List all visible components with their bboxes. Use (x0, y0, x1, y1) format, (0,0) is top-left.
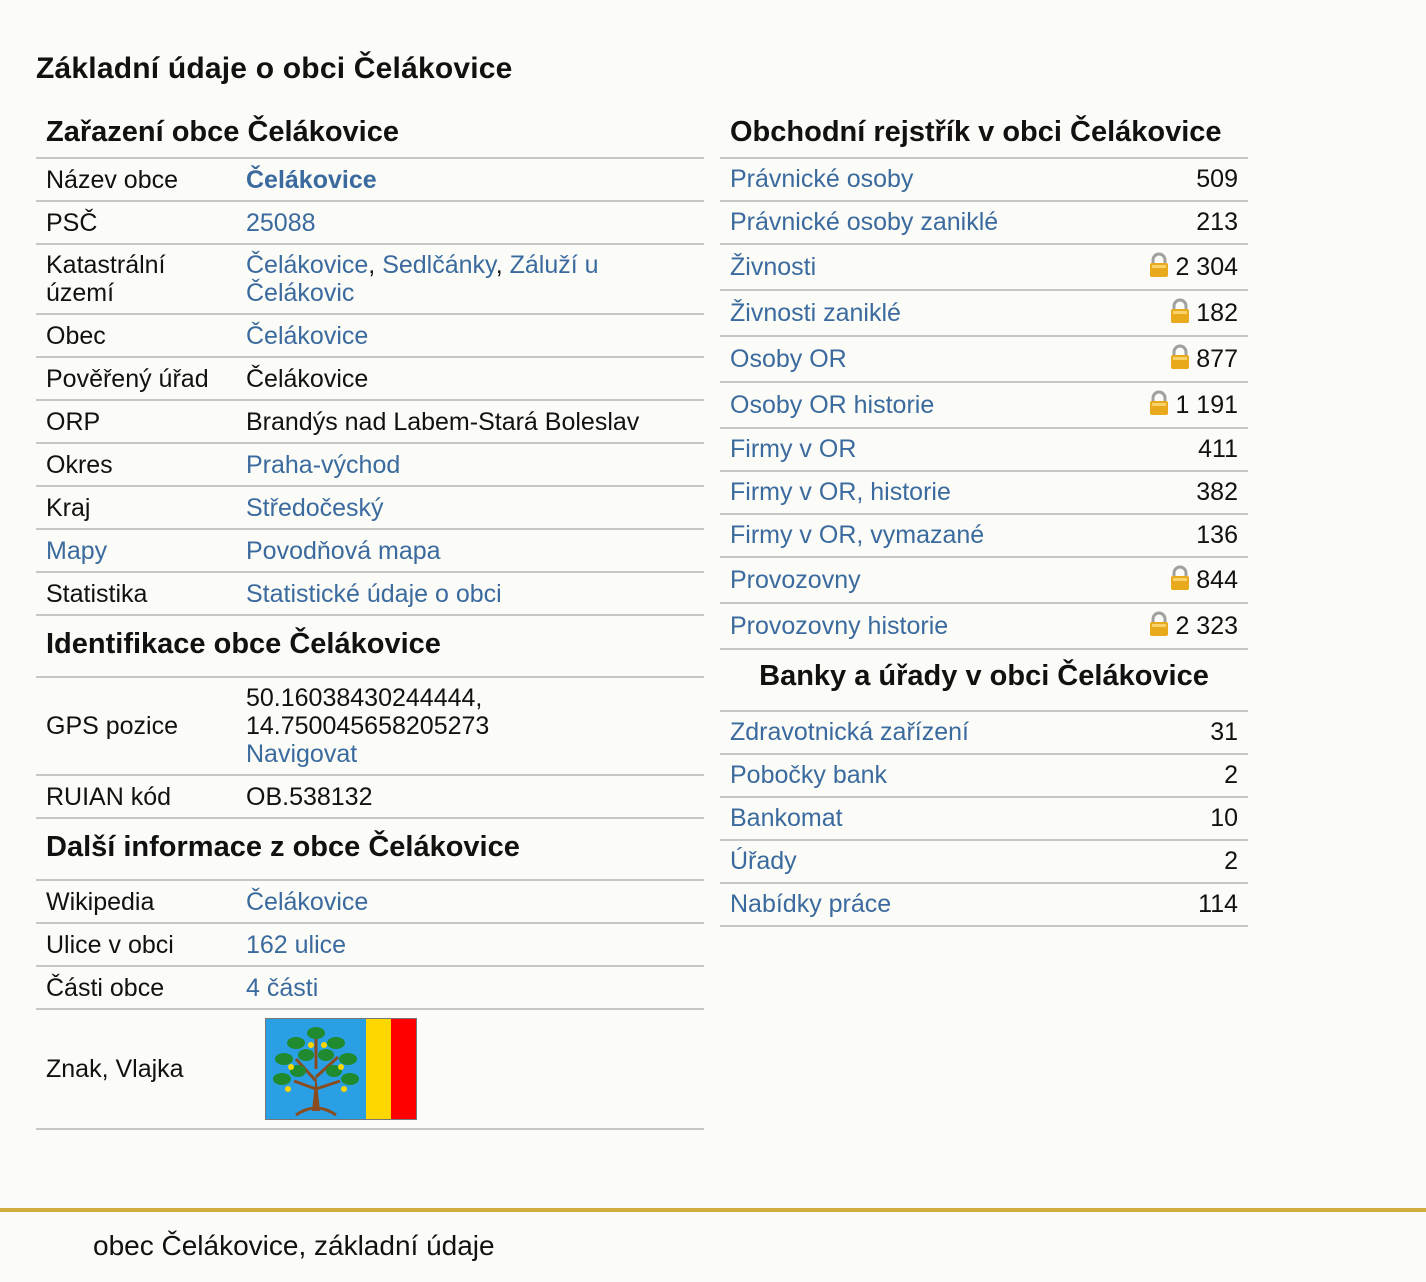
row-okres (36, 444, 704, 487)
navigovat-link[interactable]: Navigovat (246, 740, 358, 768)
banky-row-bankomat (720, 798, 1248, 841)
row-kraj (36, 487, 704, 530)
row-label: Název obce (46, 165, 179, 194)
obchodni-row-osoby-or-historie (720, 383, 1248, 429)
obchodni-row-zivnosti-zanikle (720, 291, 1248, 337)
zivnosti-zanikle-link[interactable]: Živnosti zaniklé (730, 298, 901, 327)
count-value (1196, 521, 1238, 550)
obchodni-row-firmy-v-or-vymazane (720, 515, 1248, 558)
katastr-link-celakovice[interactable]: Čelákovice (246, 251, 369, 279)
pravnicke-osoby-zanikle-link[interactable]: Právnické osoby zaniklé (730, 208, 999, 236)
zivnosti-link[interactable]: Živnosti (730, 252, 817, 281)
obec-link[interactable]: Čelákovice (246, 321, 369, 350)
count-text: 877 (1196, 344, 1238, 373)
statistika-link[interactable]: Statistické údaje o obci (246, 579, 502, 608)
footer-text: obec Čelákovice, základní údaje (93, 1230, 495, 1261)
lock-icon (1170, 565, 1190, 591)
firmy-v-or-historie-link[interactable]: Firmy v OR, historie (730, 478, 951, 506)
kraj-link[interactable]: Středočeský (246, 493, 384, 522)
bankomat-link[interactable]: Bankomat (730, 804, 843, 832)
row-label: Wikipedia (46, 887, 155, 916)
obchodni-section-title: Obchodní rejstřík v obci Čelákovice (720, 108, 1248, 159)
row-psc (36, 202, 704, 245)
banky-row-pobocky-bank (720, 755, 1248, 798)
row-label: GPS pozice (46, 712, 179, 740)
gps-lat: 50.16038430244444, (246, 684, 483, 712)
katastr-link-sedlcanky[interactable]: Sedlčánky (382, 251, 496, 279)
banky-row-nabidky-prace (720, 884, 1248, 927)
zarazeni-section-title: Zařazení obce Čelákovice (36, 108, 704, 159)
row-wikipedia (36, 881, 704, 924)
ulice-link[interactable]: 162 ulice (246, 930, 347, 959)
row-nazev-obce (36, 159, 704, 202)
gps-lon: 14.750045658205273 (246, 712, 490, 740)
row-orp (36, 401, 704, 444)
banky-row-zdravotnicka-zarizeni (720, 712, 1248, 755)
orp-value: Brandýs nad Labem-Stará Boleslav (246, 407, 640, 436)
osoby-or-link[interactable]: Osoby OR (730, 344, 847, 373)
obchodni-row-zivnosti (720, 245, 1248, 291)
lock-icon (1149, 252, 1169, 278)
count-text: 114 (1198, 890, 1238, 918)
count-text: 10 (1210, 804, 1238, 832)
row-label: Znak, Vlajka (46, 1055, 184, 1083)
count-value (1149, 612, 1238, 641)
obchodni-row-firmy-v-or-historie (720, 472, 1248, 515)
count-text: 1 191 (1175, 390, 1238, 419)
count-value (1170, 299, 1238, 328)
count-value (1170, 566, 1238, 595)
banky-section-title: Banky a úřady v obci Čelákovice (720, 650, 1248, 712)
lock-icon (1170, 344, 1190, 370)
identifikace-section-title: Identifikace obce Čelákovice (36, 616, 704, 678)
obchodni-row-osoby-or (720, 337, 1248, 383)
pobocky-bank-link[interactable]: Pobočky bank (730, 761, 888, 789)
wikipedia-link[interactable]: Čelákovice (246, 887, 369, 916)
lock-icon (1149, 390, 1169, 416)
celakovice-flag-image[interactable] (265, 1018, 417, 1120)
count-text: 509 (1196, 165, 1238, 193)
row-label: Ulice v obci (46, 930, 174, 959)
row-label: Katastrální území (46, 251, 166, 307)
psc-link[interactable]: 25088 (246, 208, 316, 237)
count-text: 2 (1224, 761, 1238, 789)
count-text: 182 (1196, 298, 1238, 327)
row-label: PSČ (46, 208, 98, 237)
count-text: 213 (1196, 208, 1238, 236)
povodnova-mapa-link[interactable]: Povodňová mapa (246, 536, 441, 565)
row-label: Okres (46, 450, 113, 479)
count-value (1196, 478, 1238, 507)
dalsi-section-title: Další informace z obce Čelákovice (36, 819, 704, 881)
row-label: Části obce (46, 973, 165, 1002)
count-text: 2 304 (1175, 252, 1238, 281)
separator: , (495, 251, 510, 279)
count-value (1170, 345, 1238, 374)
row-label: ORP (46, 407, 101, 436)
row-znak-vlajka (36, 1010, 704, 1130)
nabidky-prace-link[interactable]: Nabídky práce (730, 890, 892, 918)
count-text: 2 (1224, 847, 1238, 875)
obchodni-row-pravnicke-osoby-zanikle (720, 202, 1248, 245)
casti-link[interactable]: 4 části (246, 973, 319, 1002)
count-value (1149, 253, 1238, 282)
osoby-or-historie-link[interactable]: Osoby OR historie (730, 390, 935, 419)
row-ruian (36, 776, 704, 819)
page-title: Základní údaje o obci Čelákovice (36, 52, 513, 85)
count-text: 844 (1196, 565, 1238, 594)
banky-row-urady (720, 841, 1248, 884)
urady-link[interactable]: Úřady (730, 847, 797, 875)
left-column (36, 108, 704, 1130)
count-value (1198, 435, 1238, 464)
firmy-v-or-vymazane-link[interactable]: Firmy v OR, vymazané (730, 521, 985, 549)
row-label: Obec (46, 321, 106, 350)
mapy-link[interactable]: Mapy (46, 536, 108, 565)
zdravotnicka-zarizeni-link[interactable]: Zdravotnická zařízení (730, 718, 969, 746)
row-label: Pověřený úřad (46, 364, 209, 393)
okres-link[interactable]: Praha-východ (246, 450, 401, 479)
count-value (1196, 165, 1238, 194)
obchodni-row-provozovny (720, 558, 1248, 604)
count-value (1196, 208, 1238, 237)
povereny-urad-value: Čelákovice (246, 364, 369, 393)
firmy-v-or-link[interactable]: Firmy v OR (730, 435, 857, 463)
row-mapy (36, 530, 704, 573)
count-text: 2 323 (1175, 611, 1238, 640)
count-text: 411 (1198, 435, 1238, 463)
obchodni-row-firmy-v-or (720, 429, 1248, 472)
count-value (1149, 391, 1238, 420)
row-statistika (36, 573, 704, 616)
obchodni-row-pravnicke-osoby (720, 159, 1248, 202)
lock-icon (1170, 298, 1190, 324)
row-obec (36, 315, 704, 358)
provozovny-historie-link[interactable]: Provozovny historie (730, 611, 949, 640)
row-label: Statistika (46, 579, 148, 608)
row-label: Kraj (46, 493, 91, 522)
footer-divider (0, 1208, 1426, 1212)
ruian-value: OB.538132 (246, 782, 373, 811)
nazev-obce-link[interactable]: Čelákovice (246, 165, 377, 194)
row-katastralni-uzemi (36, 245, 704, 315)
pravnicke-osoby-link[interactable]: Právnické osoby (730, 165, 914, 193)
provozovny-link[interactable]: Provozovny (730, 565, 861, 594)
row-casti (36, 967, 704, 1010)
lock-icon (1149, 611, 1169, 637)
count-text: 136 (1196, 521, 1238, 549)
katastr-link-saluzi[interactable]: Záluží u Čelákovic (246, 251, 599, 307)
row-povereny-urad (36, 358, 704, 401)
right-column (720, 108, 1248, 927)
row-label: RUIAN kód (46, 782, 172, 811)
row-gps (36, 678, 704, 776)
separator: , (368, 251, 383, 279)
count-text: 31 (1210, 718, 1238, 746)
row-ulice (36, 924, 704, 967)
obchodni-row-provozovny-historie (720, 604, 1248, 650)
count-text: 382 (1196, 478, 1238, 506)
